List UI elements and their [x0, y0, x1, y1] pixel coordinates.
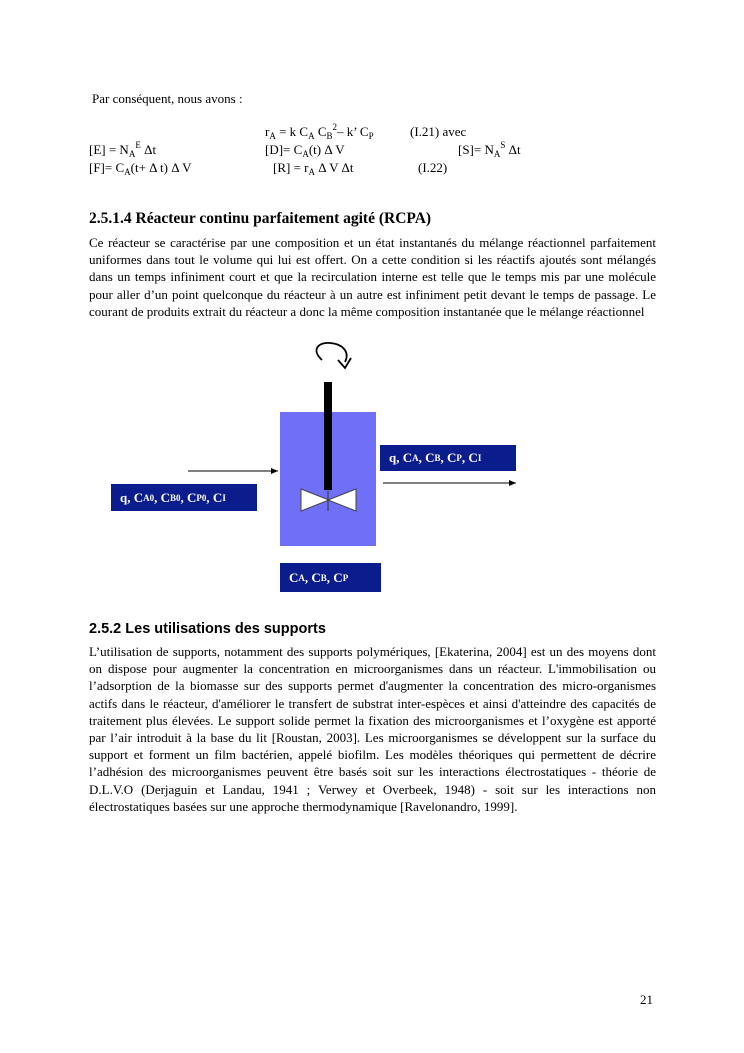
outlet-label: q, C A , C B , C P , C I — [380, 445, 516, 471]
section-heading-supports: 2.5.2 Les utilisations des supports — [89, 621, 326, 637]
equation-f: $[F]= C_A(t+ \Delta$ t) Δ V — [89, 160, 192, 177]
equation-label-i21: (I.21) avec — [410, 124, 467, 139]
section-body-rcpa: Ce réacteur se caractérise par une composition et un état instantanés du mélange réactionnel parfaitement uniformes dans tout le volume qui lui est offert. On a cette condition si les réactifs ajoutés sont mélangés dans un temps infiniment court et que la recirculation interne est telle que le temps mis par une molécule pour aller d’un point quelconque du réacteur à un autre est infiniment petit devant le temps de passage. Le courant de produits extrait du réacteur a donc la même composition instantanée que le mélange réactionnel — [89, 235, 656, 319]
stirrer-shaft — [324, 382, 332, 490]
inlet-label: q, C A 0 , C B 0 , C P 0 , C I — [111, 484, 257, 511]
equation-d: $[D]= C_A(t)$ Δ V — [265, 142, 345, 159]
equation-label-i22: (I.22) — [418, 160, 448, 175]
section-heading-rcpa: 2.5.1.4 Réacteur continu parfaitement agité (RCPA) — [89, 210, 432, 227]
rate-equation: $r_A = k$ $C_A$ $C_B^2-$ k’ $C_P$ — [265, 122, 374, 141]
tank-composition-label: C A , C B , C P — [280, 563, 381, 592]
page-number: 21 — [640, 992, 653, 1007]
intro-text: Par conséquent, nous avons : — [92, 91, 243, 106]
equation-r: $[R] = r_A$ Δ V Δt — [273, 160, 354, 177]
reactor-tank — [280, 412, 376, 546]
equation-s: $[S]= N_A^S$ Δt — [458, 140, 521, 159]
section-body-supports: L’utilisation de supports, notamment des supports polymériques, [Ekaterina, 2004] est un des moyens dont on dispose pour augmenter la concentration en microorganismes dans un réacteur. L'immobilisation ou l’adsorption de la biomasse sur des supports permet d'augmenter la concentration des micro-organismes actifs dans le réacteur, d'améliorer le transfert de substrat inter-espèces et ainsi d'atteindre des capacités de traitement plus élevées. Le support solide permet la fixation des microorganismes et l’oxygène est apporté par l’air introduit à la base du lit [Roustan, 2003]. Les microorganismes se développent sur la surface du support et forment un film bactérien, appelé biofilm. Les modèles théoriques qui permettent de décrire l’adhésion des microorganismes peuvent être basés soit sur les interactions électrostatiques - théorie de D.L.V.O (Derjaguin et Landau, 1941 ; Verwey et Overbeek, 1948) - soit sur les interactions non électrostatiques basées sur une approche thermodynamique [Ravelonandro, 1999]. — [89, 644, 656, 814]
rotation-arrow-icon — [317, 343, 351, 368]
impeller — [301, 489, 356, 511]
equation-e: $[E] = N_A^E$ Δt — [89, 140, 157, 159]
